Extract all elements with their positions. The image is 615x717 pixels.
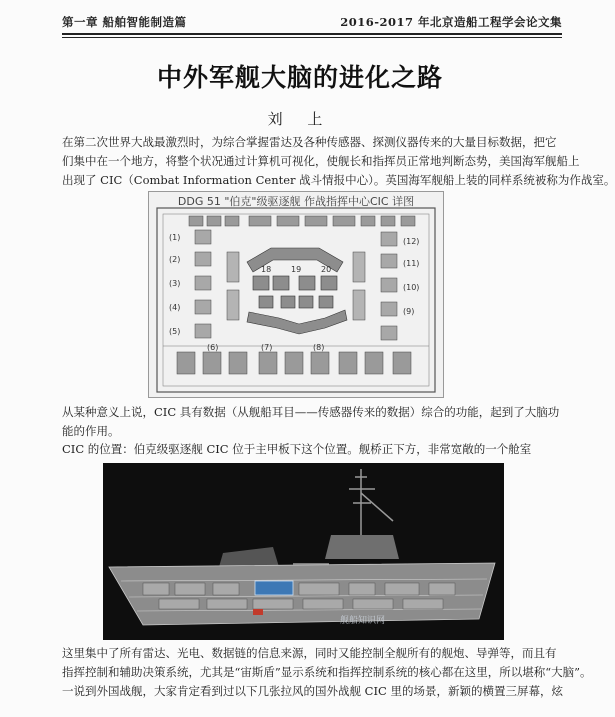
text-line: 们集中在一个地方，将整个状况通过计算机可视化，使舰长和指挥员正常地判断态势，美国海军舰船上 bbox=[62, 154, 580, 168]
header-proceedings: 2016-2017 年北京造船工程学会论文集 bbox=[340, 15, 562, 29]
running-header bbox=[62, 14, 562, 34]
article-title: 中外军舰大脑的进化之路 bbox=[156, 63, 443, 92]
console-label: (11) bbox=[403, 259, 420, 268]
text-line: 指挥控制和辅助决策系统，尤其是“宙斯盾”显示系统和指挥控制系统的核心都在这里，所以堪称“大脑”。 bbox=[62, 665, 592, 679]
header-chapter: 第一章 船舶智能制造篇 bbox=[62, 15, 187, 29]
diagram-title: DDG 51 "伯克"级驱逐舰 作战指挥中心CIC 详图 bbox=[177, 195, 415, 208]
text-line: 出现了 CIC（Combat Information Center 战斗情报中心）。英国海军舰船上装的同样系统被称为作战室。 bbox=[62, 173, 615, 187]
ship-cutaway-drawing bbox=[103, 463, 504, 640]
cic-layout-diagram bbox=[148, 191, 444, 398]
console-label: (2) bbox=[169, 255, 181, 264]
console-label: (12) bbox=[403, 237, 420, 246]
console-label: 18 bbox=[261, 265, 272, 274]
paragraph-intro bbox=[62, 133, 615, 190]
console-label: (3) bbox=[169, 279, 181, 288]
header-rule bbox=[62, 33, 562, 35]
text-line: 能的作用。 bbox=[62, 424, 120, 438]
text-line: 从某种意义上说，CIC 具有数据（从舰船耳目——传感器传来的数据）综合的功能，起到了大脑功 bbox=[62, 405, 560, 419]
paragraph-brain-function bbox=[62, 403, 560, 441]
console-label: (5) bbox=[169, 327, 181, 336]
photo-watermark: 舰船知识网 bbox=[340, 616, 386, 626]
console-label: 20 bbox=[321, 265, 332, 274]
text-line: 在第二次世界大战最激烈时，为综合掌握雷达及各种传感器、探测仪器传来的大量目标数据，把它 bbox=[62, 135, 557, 149]
console-label: (7) bbox=[261, 343, 273, 352]
ship-cutaway-photo bbox=[103, 463, 504, 640]
console-label: (4) bbox=[169, 303, 181, 312]
console-label: (8) bbox=[313, 343, 325, 352]
console-label: (1) bbox=[169, 233, 181, 242]
console-label: (6) bbox=[207, 343, 219, 352]
text-line: 这里集中了所有雷达、光电、数据链的信息来源，同时又能控制全舰所有的舰炮、导弹等，而且有 bbox=[62, 646, 557, 660]
text-line: 一说到外国战舰，大家肯定看到过以下几张拉风的国外战舰 CIC 里的场景，新颖的横置三屏幕，炫 bbox=[62, 684, 563, 698]
console-label: (10) bbox=[403, 283, 420, 292]
console-label: 19 bbox=[291, 265, 302, 274]
article-author: 刘 上 bbox=[267, 110, 333, 128]
header-rule-thin bbox=[62, 37, 562, 38]
diagram-drawing bbox=[149, 192, 443, 397]
paragraph-cic-core bbox=[62, 644, 592, 701]
console-label: (9) bbox=[403, 307, 415, 316]
text-line: CIC 的位置：伯克级驱逐舰 CIC 位于主甲板下这个位置。舰桥正下方，非常宽敞的一个舱室 bbox=[62, 442, 532, 456]
paragraph-cic-location bbox=[62, 440, 560, 459]
